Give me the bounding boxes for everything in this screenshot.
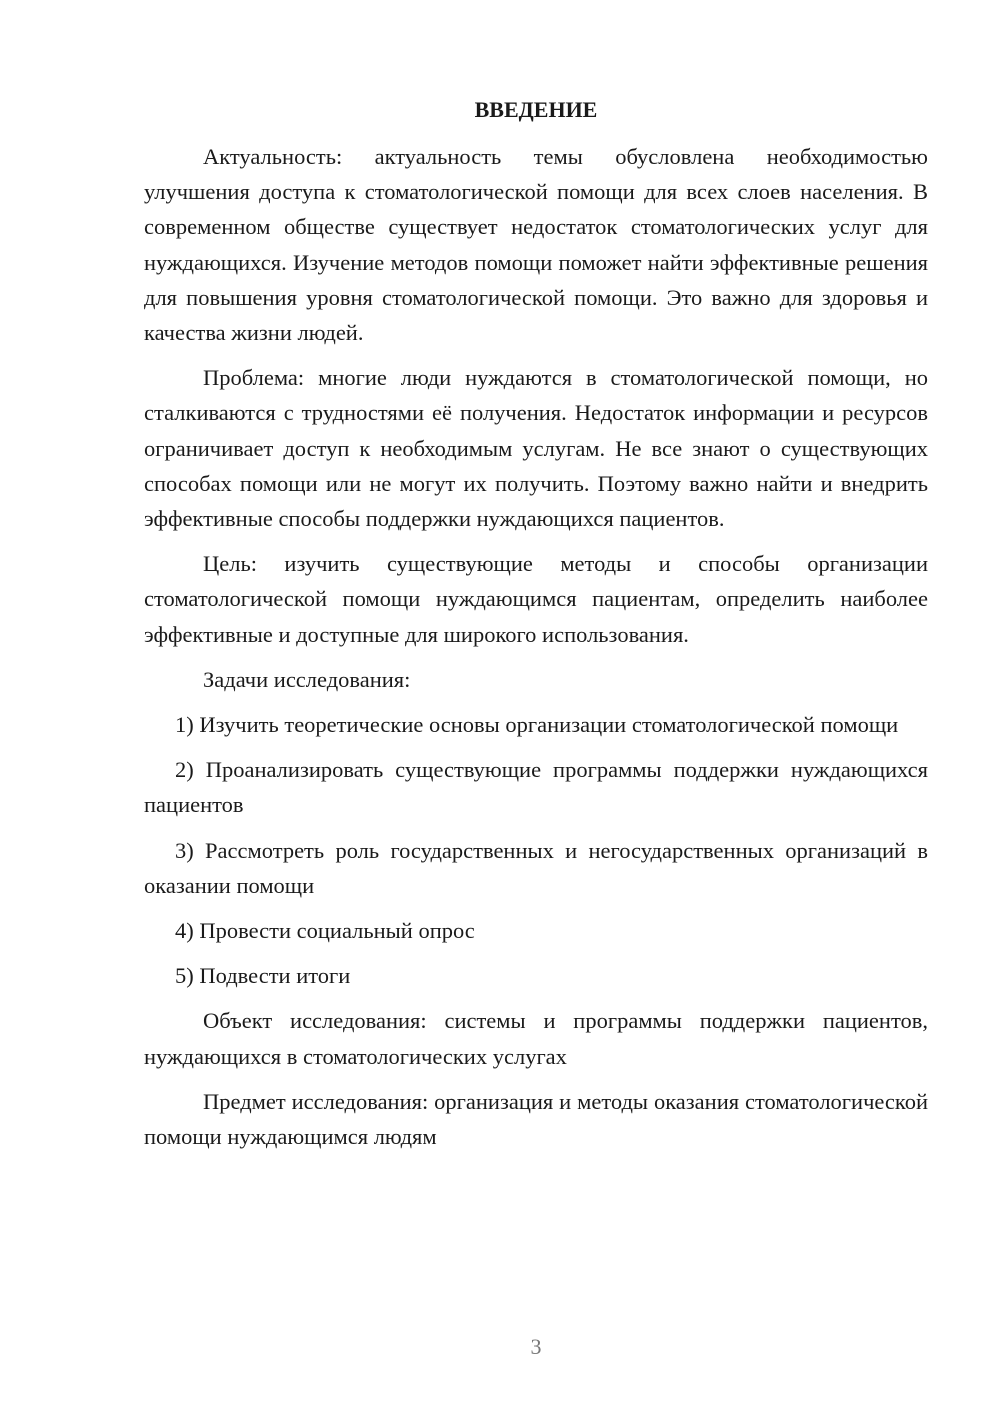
page-number: 3: [530, 1334, 542, 1359]
task-list-item: 5) Подвести итоги: [175, 963, 351, 989]
research-subject-paragraph: Предмет исследования: организация и методы оказания стоматологической помощи нуждающимся людям: [144, 1088, 928, 1150]
problem-paragraph: Проблема: многие люди нуждаются в стоматологической помощи, но сталкиваются с трудностями её получения. Недостаток информации и ресурсов ограничивает доступ к необходимым услугам. Не все знают о существующих способах помощи или не могут их получить. Поэтому важно найти и внедрить эффективные способы поддержки нуждающихся пациентов.: [144, 365, 928, 532]
tasks-heading: Задачи исследования:: [203, 666, 411, 692]
relevance-paragraph: Актуальность: актуальность темы обусловлена необходимостью улучшения доступа к стоматологической помощи для всех слоев населения. В современном обществе существует недостаток стоматологических услуг для нуждающихся. Изучение методов помощи поможет найти эффективные решения для повышения уровня стоматологической помощи. Это важно для здоровья и качества жизни людей.: [144, 144, 928, 346]
task-list-item: 2) Проанализировать существующие программы поддержки нуждающихся пациентов: [144, 757, 928, 818]
section-title: ВВЕДЕНИЕ: [474, 97, 598, 122]
task-list-item: 4) Провести социальный опрос: [175, 918, 475, 944]
research-object-paragraph: Объект исследования: системы и программы поддержки пациентов, нуждающихся в стоматологических услугах: [144, 1008, 928, 1069]
task-list-item: 3) Рассмотреть роль государственных и негосударственных организаций в оказании помощи: [144, 837, 928, 898]
goal-paragraph: Цель: изучить существующие методы и способы организации стоматологической помощи нуждающимся пациентам, определить наиболее эффективные и доступные для широкого использования.: [144, 551, 928, 647]
page-body: [144, 92, 928, 1154]
task-list-item: 1) Изучить теоретические основы организации стоматологической помощи: [175, 712, 899, 738]
